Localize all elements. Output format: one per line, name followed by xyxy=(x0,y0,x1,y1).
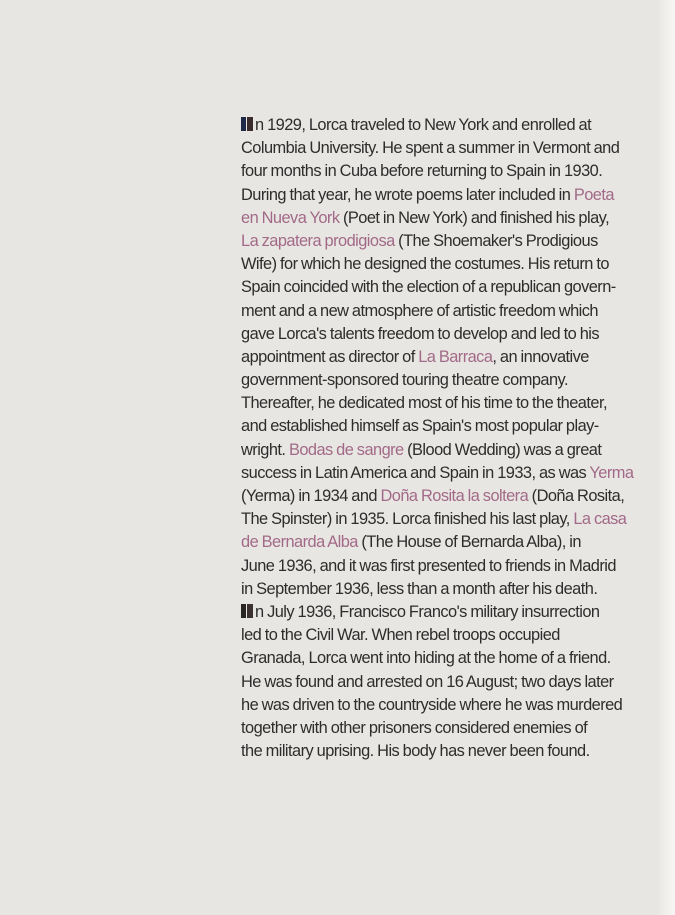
text-line xyxy=(241,137,620,160)
drop-cap-i xyxy=(241,117,254,131)
text-span: gave Lorca's talents freedom to develop and led to his xyxy=(241,324,599,343)
text-span: (Blood Wedding) was a great xyxy=(403,440,602,459)
page-edge xyxy=(657,0,675,915)
text-line xyxy=(241,230,598,253)
text-span: He was found and arrested on 16 August; two days later xyxy=(241,672,614,691)
text-span: Columbia University. He spent a summer in Vermont and xyxy=(241,139,620,158)
text-span: The Spinster) in 1935. Lorca finished his last play, xyxy=(241,510,574,529)
text-span: success in Latin America and Spain in 1933, as was xyxy=(241,463,590,482)
text-line xyxy=(241,369,593,392)
text-span: (Doña Rosita, xyxy=(528,487,625,505)
text-line xyxy=(241,323,599,346)
text-line xyxy=(241,671,614,694)
biography-text xyxy=(241,114,634,763)
text-span: government-sponsored touring theatre company. xyxy=(241,371,568,390)
text-line xyxy=(241,740,593,763)
text-span: Wife) for which he designed the costumes. His return to xyxy=(241,255,609,274)
text-line xyxy=(241,508,627,531)
text-line xyxy=(241,276,616,299)
text-span: the military uprising. His body has never been found. xyxy=(241,742,590,761)
text-line xyxy=(241,717,593,740)
text-line xyxy=(241,207,610,230)
work-title: La casa xyxy=(573,510,627,529)
text-span: June 1936, and it was first presented to friends in Madrid xyxy=(241,556,616,575)
work-title: La zapatera prodigiosa xyxy=(241,231,395,250)
work-title: Yerma xyxy=(589,463,634,482)
text-span: Thereafter, he dedicated most of his time to the theater, xyxy=(241,394,607,413)
text-line xyxy=(241,184,614,207)
text-line xyxy=(241,601,600,624)
text-line xyxy=(241,555,616,578)
text-line xyxy=(241,694,623,717)
text-span: wright. xyxy=(241,440,289,459)
text-line xyxy=(241,578,598,601)
text-line xyxy=(241,300,598,323)
text-span: he was driven to the countryside where he was murdered xyxy=(241,695,623,714)
text-span: , an innovative xyxy=(492,347,589,366)
text-span: n July 1936, Francisco Franco's military insurrection xyxy=(255,602,600,621)
text-span: (The House of Bernarda Alba), in xyxy=(357,533,581,552)
text-line xyxy=(241,415,599,438)
text-line xyxy=(241,114,593,137)
text-line xyxy=(241,346,593,369)
text-span: in September 1936, less than a month after his death. xyxy=(241,579,598,598)
work-title: Doña Rosita la soltera xyxy=(380,487,529,505)
text-span: (The Shoemaker's Prodigious xyxy=(394,231,598,250)
text-line xyxy=(241,160,603,183)
text-line xyxy=(241,485,625,508)
text-span: Spain coincided with the election of a republican govern- xyxy=(241,278,616,297)
text-line xyxy=(241,647,611,670)
text-span: appointment as director of xyxy=(241,347,419,366)
drop-cap-i xyxy=(241,604,254,618)
text-line xyxy=(241,462,634,485)
text-span: four months in Cuba before returning to Spain in 1930. xyxy=(241,162,603,181)
text-line xyxy=(241,392,607,415)
work-title: Bodas de sangre xyxy=(288,440,404,459)
text-line xyxy=(241,253,609,276)
text-span: led to the Civil War. When rebel troops occupied xyxy=(241,626,560,645)
text-span: ment and a new atmosphere of artistic freedom which xyxy=(241,301,598,320)
text-span: together with other prisoners considered enemies of xyxy=(241,718,588,737)
work-title: de Bernarda Alba xyxy=(241,533,358,552)
text-span: n 1929, Lorca traveled to New York and enrolled at xyxy=(255,116,592,134)
text-span: and established himself as Spain's most popular play- xyxy=(241,417,599,436)
work-title: La Barraca xyxy=(418,347,493,366)
text-span: Granada, Lorca went into hiding at the home of a friend. xyxy=(241,649,611,668)
text-line xyxy=(241,531,593,554)
text-span: During that year, he wrote poems later included in xyxy=(241,185,574,204)
text-line xyxy=(241,439,602,462)
text-span: (Poet in New York) and finished his play, xyxy=(339,208,610,227)
text-span: (Yerma) in 1934 and xyxy=(241,487,381,505)
work-title: en Nueva York xyxy=(241,208,340,227)
work-title: Poeta xyxy=(573,185,614,204)
text-line xyxy=(241,624,593,647)
